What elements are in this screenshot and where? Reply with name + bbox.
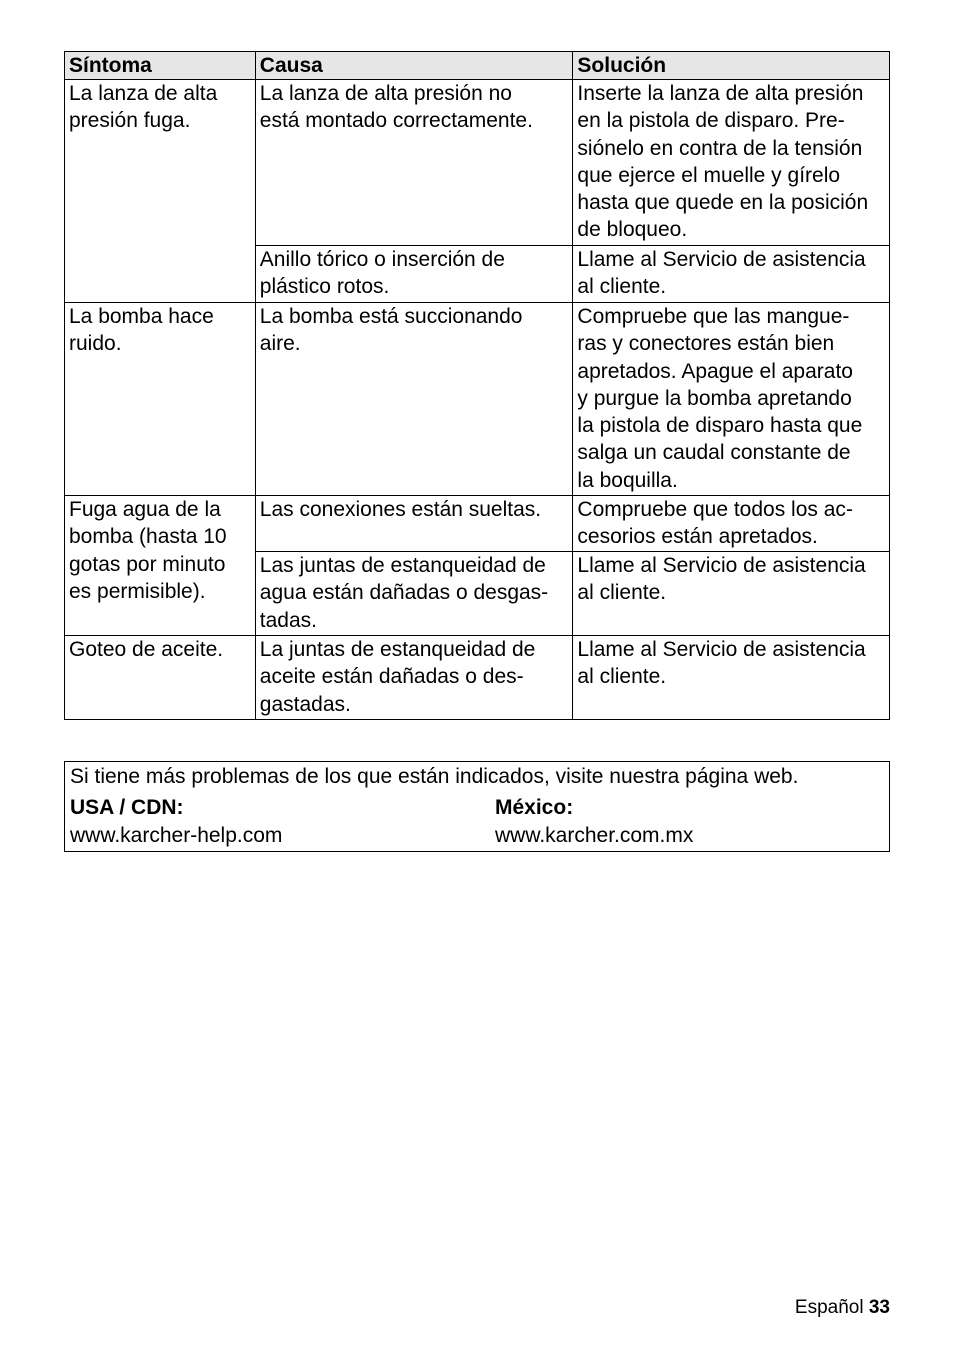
solution-cell: Llame al Servicio de asistencia al cliente. [573, 552, 890, 636]
header-solution: Solución [573, 52, 890, 80]
symptom-cell: La bomba hace ruido. [65, 303, 256, 496]
info-box [64, 761, 890, 852]
solution-cell: Compruebe que todos los ac- cesorios están apretados. [573, 496, 890, 552]
table-row [65, 303, 890, 496]
symptom-cell: Goteo de aceite. [65, 636, 256, 720]
cause-cell: Las conexiones están sueltas. [255, 496, 573, 552]
solution-cell: Compruebe que las mangue- ras y conectores están bien apretados. Apague el aparato y purgue la bomba apretando la pistola de disparo hasta que salga un caudal constante de la boquilla. [573, 303, 890, 496]
info-text: Si tiene más problemas de los que están indicados, visite nuestra página web. [70, 765, 799, 788]
cause-cell: La bomba está succionando aire. [255, 303, 573, 496]
solution-cell: Llame al Servicio de asistencia al cliente. [573, 246, 890, 303]
cause-cell: La lanza de alta presión no está montado correctamente. [255, 80, 573, 246]
header-symptom: Síntoma [65, 52, 256, 80]
usa-label: USA / CDN: [70, 796, 184, 819]
symptom-cell: La lanza de alta presión fuga. [65, 80, 256, 303]
page-number: 33 [868, 1297, 890, 1318]
footer-language: Español [794, 1297, 864, 1318]
header-cause: Causa [255, 52, 573, 80]
table-header-row [65, 52, 890, 80]
page-footer [795, 1296, 890, 1320]
solution-cell: Llame al Servicio de asistencia al cliente. [573, 636, 890, 720]
cause-cell: La juntas de estanqueidad de aceite están dañadas o des- gastadas. [255, 636, 573, 720]
table-row [65, 496, 890, 552]
cause-cell: Anillo tórico o inserción de plástico rotos. [255, 246, 573, 303]
solution-cell: Inserte la lanza de alta presión en la pistola de disparo. Pre- siónelo en contra de la tensión que ejerce el muelle y gírelo hasta que quede en la posición de bloqueo. [573, 80, 890, 246]
table-row [65, 80, 890, 246]
usa-link[interactable]: www.karcher-help.com [70, 824, 283, 847]
troubleshooting-table [64, 51, 890, 720]
mexico-link[interactable]: www.karcher.com.mx [495, 824, 694, 847]
symptom-cell: Fuga agua de la bomba (hasta 10 gotas por minuto es permisible). [65, 496, 256, 636]
table-row [65, 636, 890, 720]
mexico-label: México: [495, 796, 574, 819]
cause-cell: Las juntas de estanqueidad de agua están dañadas o desgas- tadas. [255, 552, 573, 636]
